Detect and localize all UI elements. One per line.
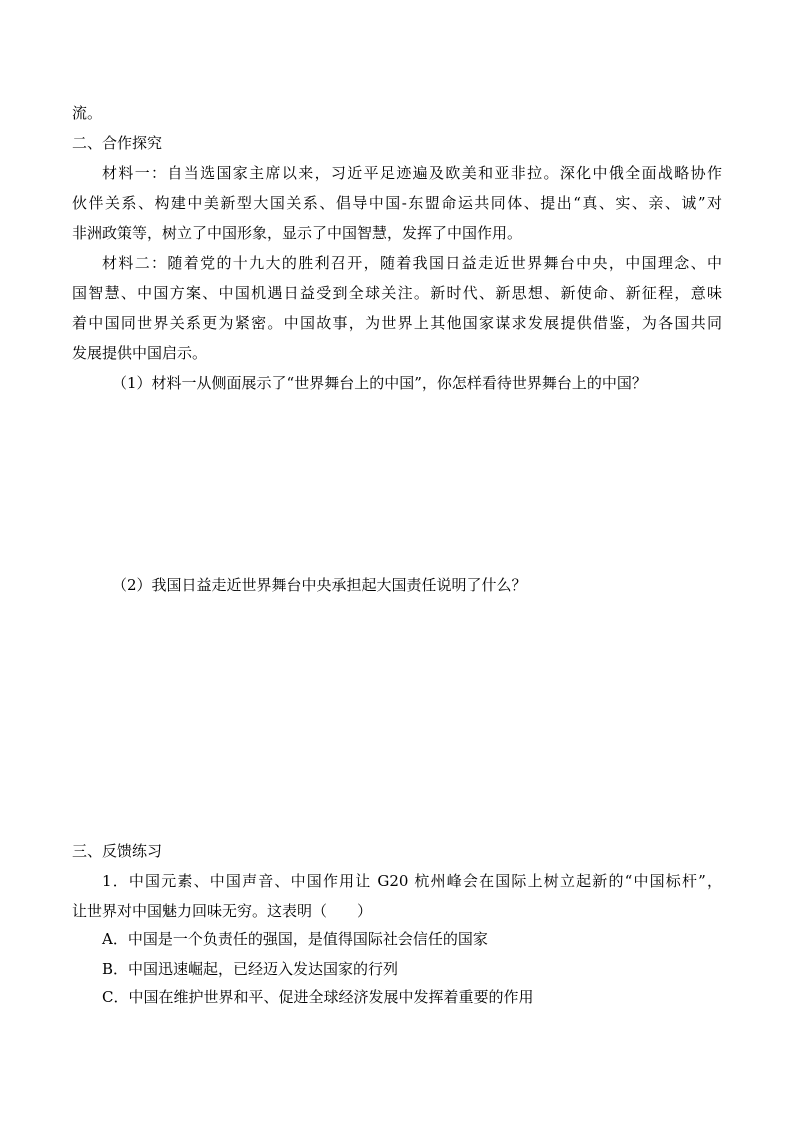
item1-line1: 1．中国元素、中国声音、中国作用让 G20 杭州峰会在国际上树立起新的“中国标杆”，: [102, 872, 722, 890]
option-b: B．中国迅速崛起，已经迈入发达国家的行列: [102, 960, 399, 978]
item1-line2: 让世界对中国魅力回味无穷。这表明（ ）: [72, 902, 373, 920]
material2-line3: 着中国同世界关系更为紧密。中国故事，为世界上其他国家谋求发展提供借鉴，为各国共同: [72, 314, 722, 332]
option-a: A．中国是一个负责任的强国，是值得国际社会信任的国家: [102, 930, 488, 948]
material1-line1: 材料一：自当选国家主席以来，习近平足迹遍及欧美和亚非拉。深化中俄全面战略协作: [102, 164, 722, 182]
section-heading-cooperative-inquiry: 二、合作探究: [72, 134, 163, 152]
option-c: C．中国在维护世界和平、促进全球经济发展中发挥着重要的作用: [102, 988, 534, 1006]
material1-line2: 伙伴关系、构建中美新型大国关系、倡导中国-东盟命运共同体、提出“真、实、亲、诚”对: [72, 194, 722, 212]
section-heading-feedback-practice: 三、反馈练习: [72, 842, 163, 860]
material2-line2: 国智慧、中国方案、中国机遇日益受到全球关注。新时代、新思想、新使命、新征程，意味: [72, 284, 722, 302]
question-1: （1）材料一从侧面展示了“世界舞台上的中国”，你怎样看待世界舞台上的中国？: [112, 374, 647, 392]
material2-line4: 发展提供中国启示。: [72, 344, 208, 362]
continuation-text: 流。: [72, 104, 103, 122]
question-2: （2）我国日益走近世界舞台中央承担起大国责任说明了什么？: [112, 576, 527, 594]
material2-line1: 材料二：随着党的十九大的胜利召开，随着我国日益走近世界舞台中央，中国理念、中: [102, 254, 722, 272]
material1-line3: 非洲政策等，树立了中国形象，显示了中国智慧，发挥了中国作用。: [72, 224, 523, 242]
